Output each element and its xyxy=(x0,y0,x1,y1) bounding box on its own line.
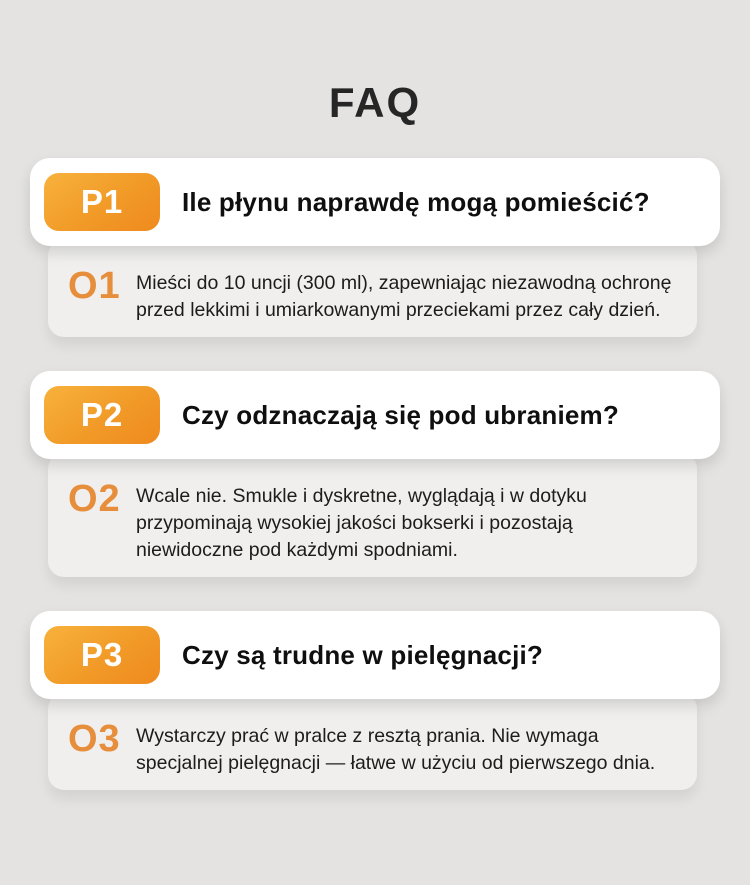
faq-section-3 xyxy=(30,611,720,790)
answer-card xyxy=(48,240,697,337)
faq-section-2 xyxy=(30,371,720,577)
question-text: Czy są trudne w pielęgnacji? xyxy=(182,639,544,670)
answer-text: Wcale nie. Smukle i dyskretne, wyglądają i w dotyku przypominają wysokiej jakości bokserki i pozostają niewidoczne pod każdymi spodniami. xyxy=(136,485,587,562)
question-badge: P2 xyxy=(44,386,160,444)
question-card xyxy=(30,611,720,699)
answer-card xyxy=(48,693,697,790)
question-card xyxy=(30,158,720,246)
answer-card xyxy=(48,453,697,577)
faq-section-1 xyxy=(30,158,720,337)
answer-text: Mieści do 10 uncji (300 ml), zapewniając niezawodną ochronę przed lekkimi i umiarkowanymi przeciekami przez cały dzień. xyxy=(136,272,672,322)
faq-title: FAQ xyxy=(328,79,422,126)
question-card xyxy=(30,371,720,459)
faq-list xyxy=(0,158,750,790)
answer-number: O1 xyxy=(68,265,121,308)
question-badge: P3 xyxy=(44,626,160,684)
answer-text: Wystarczy prać w pralce z resztą prania. Nie wymaga specjalnej pielęgnacji — łatwe w użyciu od pierwszego dnia. xyxy=(136,725,656,775)
question-text: Czy odznaczają się pod ubraniem? xyxy=(182,399,619,430)
answer-number: O3 xyxy=(68,718,121,761)
answer-number: O2 xyxy=(68,478,121,521)
question-text: Ile płynu naprawdę mogą pomieścić? xyxy=(182,186,650,217)
question-badge: P1 xyxy=(44,173,160,231)
